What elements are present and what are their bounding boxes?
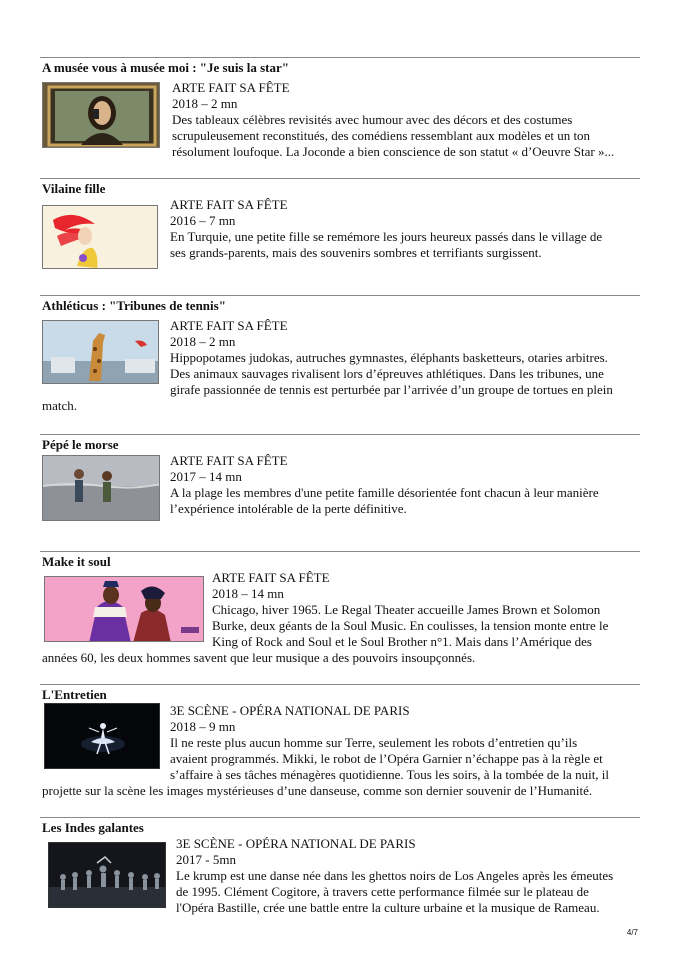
entry-thumbnail-vilaine-fille <box>42 205 158 269</box>
entry-title: Athléticus : "Tribunes de tennis" <box>42 298 226 313</box>
entry-description-wrap: projette sur la scène les images mystérieuses d’une danseuse, comme son dernier souvenir de l’Humanité. <box>42 783 593 798</box>
entry-meta: 2018 – 2 mn <box>172 96 238 111</box>
entry-meta: 2018 – 9 mn <box>170 719 236 734</box>
entry-description-line: En Turquie, une petite fille se remémore les jours heureux passés dans le village de <box>170 229 603 244</box>
entry-description-line: Hippopotames judokas, autruches gymnastes, éléphants basketteurs, otaries arbitres. <box>170 350 608 365</box>
entry-title: L'Entretien <box>42 687 107 702</box>
entry-description-line: résolument loufoque. La Joconde a bien conscience de son statut « d’Oeuvre Star »... <box>172 144 615 159</box>
entry-text <box>170 703 609 783</box>
entry-channel: ARTE FAIT SA FÊTE <box>170 197 288 212</box>
entry-meta: 2017 - 5mn <box>176 852 236 867</box>
entry-vilaine-fille <box>40 178 640 295</box>
entry-thumbnail-mona-lisa <box>42 82 160 148</box>
entry-description-line: Il ne reste plus aucun homme sur Terre, seulement les robots d’entretien qu’ils <box>170 735 578 750</box>
entry-description-wrap: match. <box>42 398 78 413</box>
entry-meta: 2017 – 14 mn <box>170 469 242 484</box>
entry-meta: 2016 – 7 mn <box>170 213 236 228</box>
entry-pepe-le-morse <box>40 434 640 551</box>
entry-title: A musée vous à musée moi : "Je suis la star" <box>42 60 289 75</box>
entry-description-line: King of Rock and Soul et le Soul Brother n°1. Mais dans l’Amérique des <box>212 634 592 649</box>
entry-text <box>170 318 613 398</box>
entry-title: Pépé le morse <box>42 437 119 452</box>
entry-title: Make it soul <box>42 554 111 569</box>
entry-les-indes-galantes <box>40 817 640 918</box>
page-number: 4/7 <box>626 928 638 937</box>
entry-channel: 3E SCÈNE - OPÉRA NATIONAL DE PARIS <box>170 703 410 718</box>
entry-channel: ARTE FAIT SA FÊTE <box>170 453 288 468</box>
entry-channel: ARTE FAIT SA FÊTE <box>212 570 330 585</box>
entry-text <box>212 570 608 650</box>
entry-meta: 2018 – 14 mn <box>212 586 284 601</box>
entry-description-line: de 1995. Clément Cogitore, à travers cette performance filmée sur le plateau de <box>176 884 589 899</box>
entry-meta: 2018 – 2 mn <box>170 334 236 349</box>
entry-channel: ARTE FAIT SA FÊTE <box>172 80 290 95</box>
entry-description-line: avaient programmés. Mikki, le robot de l’Opéra Garnier n’échappe pas à la règle et <box>170 751 603 766</box>
entry-thumbnail-giraffe <box>42 320 159 384</box>
entry-thumbnail-beach <box>42 455 160 521</box>
entry-description-line: girafe passionnée de tennis est perturbée par l’arrivée d’un groupe de tortues en plein <box>170 382 613 397</box>
entry-make-it-soul <box>40 551 640 684</box>
entry-athleticus <box>40 295 640 434</box>
entry-thumbnail-dancer <box>44 703 160 769</box>
entry-description-line: Des animaux sauvages rivalisent lors d’épreuves athlétiques. Dans les tribunes, une <box>170 366 604 381</box>
entry-description-line: Chicago, hiver 1965. Le Regal Theater accueille James Brown et Solomon <box>212 602 601 617</box>
entry-description-line: s’affaire à ses tâches ménagères quotidienne. Tous les soirs, à la tombée de la nuit, il <box>170 767 610 782</box>
entry-text <box>170 453 599 517</box>
entry-l-entretien <box>40 684 640 817</box>
entry-thumbnail-krump <box>48 842 166 908</box>
entry-description-line: scrupuleusement reconstitués, des comédiens ressemblant aux modèles et un ton <box>172 128 591 143</box>
entry-description-line: l’expérience intolérable de la perte définitive. <box>170 501 407 516</box>
entry-je-suis-la-star <box>40 57 640 178</box>
entry-channel: 3E SCÈNE - OPÉRA NATIONAL DE PARIS <box>176 836 416 851</box>
entry-text <box>176 836 613 916</box>
entry-thumbnail-make-it-soul <box>44 576 204 642</box>
entry-description-line: Burke, deux géants de la Soul Music. En coulisses, la tension monte entre le <box>212 618 609 633</box>
entry-title: Vilaine fille <box>42 181 106 196</box>
entry-description-line: A la plage les membres d'une petite famille désorientée font chacun à leur manière <box>170 485 599 500</box>
entry-description-line: ses grands-parents, mais des souvenirs sombres et terrifiants surgissent. <box>170 245 542 260</box>
entry-title: Les Indes galantes <box>42 820 144 835</box>
entry-description-line: Le krump est une danse née dans les ghettos noirs de Los Angeles après les émeutes <box>176 868 614 883</box>
entry-description-wrap: années 60, les deux hommes savent que leur musique a des pouvoirs insoupçonnés. <box>42 650 476 665</box>
entry-text <box>170 197 602 261</box>
entry-description-line: l'Opéra Bastille, crée une battle entre la culture urbaine et la musique de Rameau. <box>176 900 600 915</box>
entry-description-line: Des tableaux célèbres revisités avec humour avec des décors et des costumes <box>172 112 573 127</box>
entry-channel: ARTE FAIT SA FÊTE <box>170 318 288 333</box>
entry-text <box>172 80 614 160</box>
